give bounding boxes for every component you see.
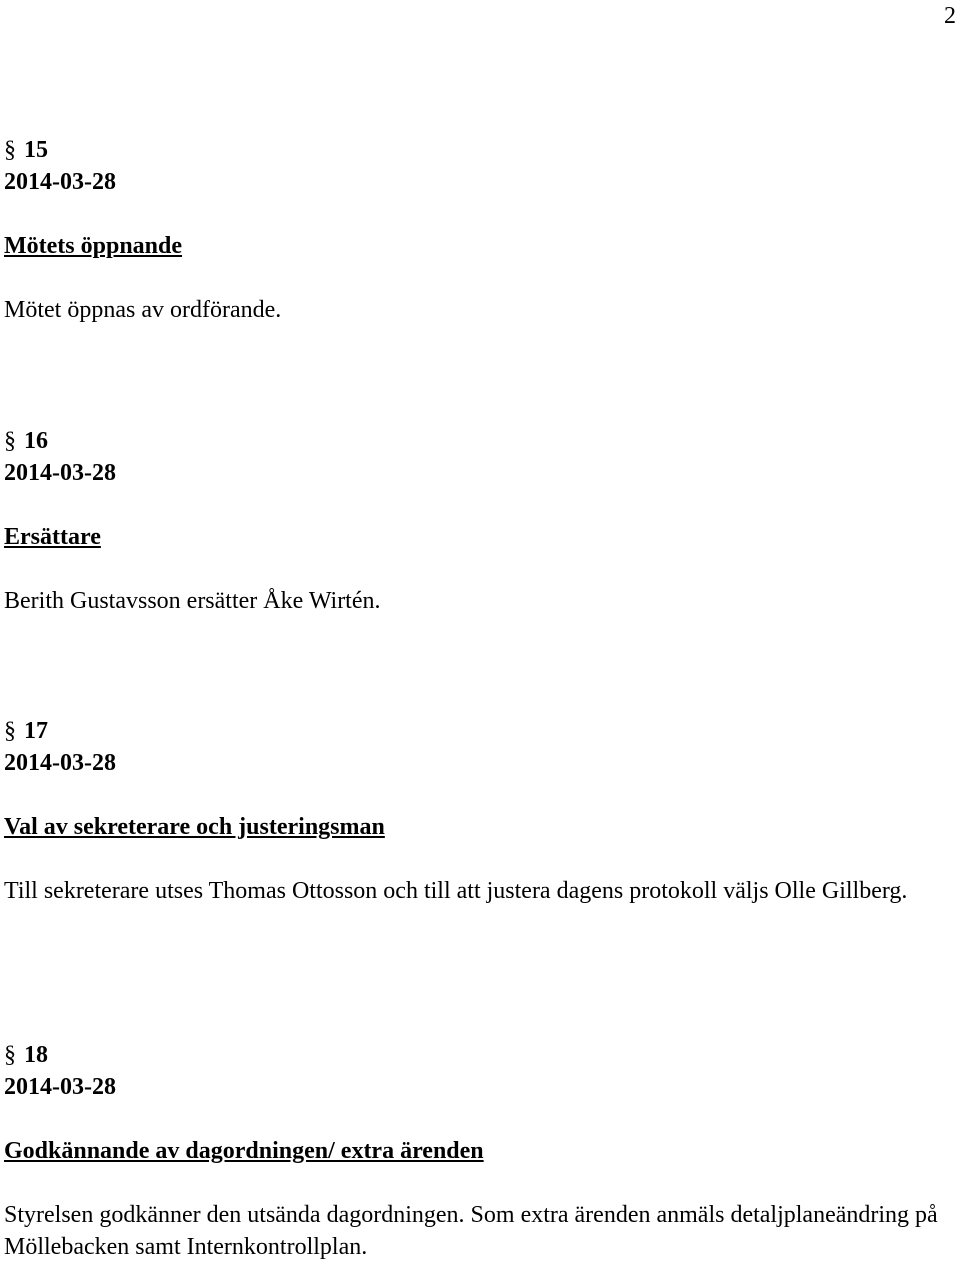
section-date: 2014-03-28 (4, 750, 116, 776)
section-17 (4, 715, 944, 907)
section-body: Styrelsen godkänner den utsända dagordningen. Som extra ärenden anmäls detaljplaneändring på Möllebacken samt Internkontrollplan. (4, 1202, 938, 1260)
section-number-value: 17 (24, 718, 48, 744)
section-heading: Mötets öppnande (4, 233, 183, 259)
section-date: 2014-03-28 (4, 1074, 116, 1100)
section-number-value: 15 (24, 137, 48, 163)
paragraph-sign: § (4, 718, 16, 744)
section-number (4, 425, 944, 457)
section-number (4, 1039, 944, 1071)
section-number (4, 134, 944, 166)
section-body: Berith Gustavsson ersätter Åke Wirtén. (4, 588, 381, 614)
section-number-value: 18 (24, 1042, 48, 1068)
section-number-value: 16 (24, 428, 48, 454)
section-body: Till sekreterare utses Thomas Ottosson och till att justera dagens protokoll väljs Olle Gillberg. (4, 878, 908, 904)
paragraph-sign: § (4, 428, 16, 454)
paragraph-sign: § (4, 1042, 16, 1068)
section-date: 2014-03-28 (4, 460, 116, 486)
section-date: 2014-03-28 (4, 169, 116, 195)
paragraph-sign: § (4, 137, 16, 163)
section-number (4, 715, 944, 747)
section-16 (4, 425, 944, 617)
page-number: 2 (944, 3, 956, 29)
section-heading: Godkännande av dagordningen/ extra ärenden (4, 1138, 484, 1164)
section-body: Mötet öppnas av ordförande. (4, 297, 282, 323)
section-heading: Ersättare (4, 524, 101, 550)
section-18 (4, 1039, 944, 1263)
section-heading: Val av sekreterare och justeringsman (4, 814, 385, 840)
section-15 (4, 134, 944, 326)
